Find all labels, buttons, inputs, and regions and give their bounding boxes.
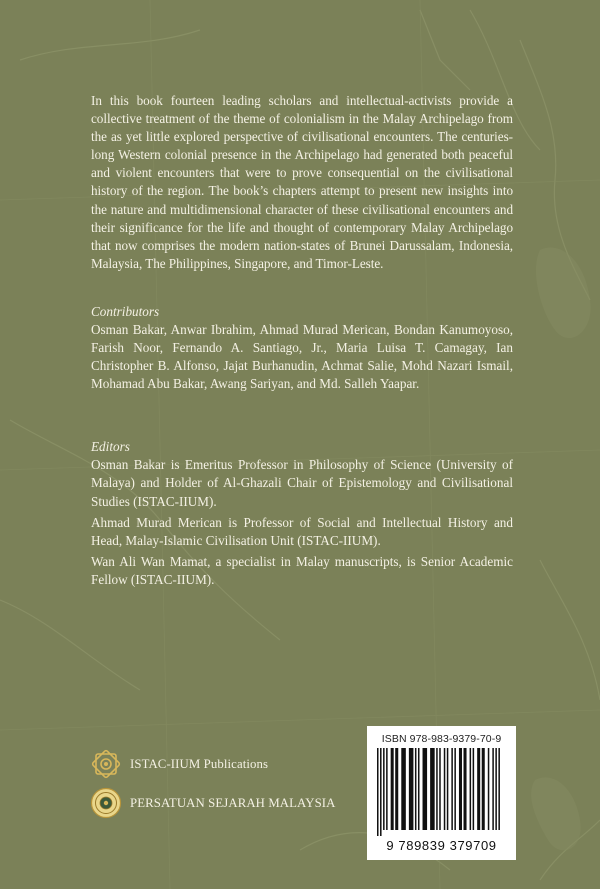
contributors-heading: Contributors xyxy=(91,303,160,319)
publisher-istac xyxy=(90,748,268,780)
editor-bio-2: Ahmad Murad Merican is Professor of Social and Intellectual History and Head, Malay-Islamic Civilisation Unit (ISTAC-IIUM). xyxy=(91,514,513,548)
istac-ornament-icon xyxy=(90,748,122,780)
barcode-bar xyxy=(430,748,435,830)
barcode-bar xyxy=(488,748,490,830)
barcode-bar xyxy=(454,748,456,830)
barcode-bar xyxy=(459,748,462,830)
contributors-list: Osman Bakar, Anwar Ibrahim, Ahmad Murad Merican, Bondan Kanumoyoso, Farish Noor, Fernando A. Santiago, Jr., Maria Luisa T. Camagay, Ian Christopher B. Alfonso, Jajat Burhanudin, Achmat Salie, Mohd Nazari Ismail, Mohamad Abu Bakar, Awang Sariyan, and Md. Salleh Yaapar. xyxy=(91,321,513,392)
barcode-bar xyxy=(395,748,398,830)
isbn-label: ISBN 978-983-9379-70-9 xyxy=(381,733,502,745)
barcode-panel xyxy=(367,726,516,860)
barcode-bar xyxy=(383,748,385,830)
barcode-bar xyxy=(464,748,467,830)
barcode-bar xyxy=(451,748,453,830)
publisher-psm-name: PERSATUAN SEJARAH MALAYSIA xyxy=(130,795,336,810)
isbn-digits: 9 789839 379709 xyxy=(386,838,497,853)
barcode-bar xyxy=(444,748,446,830)
barcode-bar xyxy=(436,748,438,830)
barcode-bar xyxy=(473,748,475,830)
barcode-bar xyxy=(391,748,394,830)
psm-seal-icon xyxy=(90,787,122,819)
barcode-bar xyxy=(409,748,414,830)
barcode-guard-bar xyxy=(377,748,379,836)
barcode xyxy=(377,748,506,836)
barcode-bar xyxy=(401,748,406,830)
book-description: In this book fourteen leading scholars and intellectual-activists provide a collective treatment of the theme of colonialism in the Malay Archipelago from the as yet little explored perspective of civilisational encounters. The centuries-long Western colonial presence in the Archipelago had generated both peaceful and violent encounters that were to prove consequential on the civilisational history of the region. The book’s chapters attempt to present new insights into the nature and multidimensional character of these civilisational encounters and their significance for the life and thought of contemporary Malay Archipelago that now comprises the modern nation-states of Brunei Darussalam, Indonesia, Malaysia, The Philippines, Singapore, and Timor-Leste. xyxy=(91,93,513,271)
barcode-bar xyxy=(415,748,417,830)
editors-heading: Editors xyxy=(91,439,130,455)
barcode-bar xyxy=(498,748,500,830)
barcode-bar xyxy=(477,748,480,830)
barcode-bar xyxy=(470,748,472,830)
barcode-guard-bar xyxy=(380,748,382,836)
barcode-bar xyxy=(492,748,494,830)
publisher-istac-name: ISTAC-IIUM Publications xyxy=(130,756,269,771)
barcode-bar xyxy=(423,748,428,830)
back-cover-text xyxy=(91,92,513,589)
editor-bio-1: Osman Bakar is Emeritus Professor in Philosophy of Science (University of Malaya) and Holder of Al-Ghazali Chair of Epistemology and Civilisational Studies (ISTAC-IIUM). xyxy=(91,457,513,509)
barcode-bar xyxy=(482,748,485,830)
barcode-bar xyxy=(495,748,497,830)
editor-bio-3: Wan Ali Wan Mamat, a specialist in Malay manuscripts, is Senior Academic Fellow (ISTAC-IIUM). xyxy=(91,553,513,587)
barcode-bar xyxy=(386,748,388,830)
publisher-psm xyxy=(90,787,336,819)
barcode-bar xyxy=(418,748,420,830)
barcode-bar xyxy=(439,748,441,830)
barcode-bar xyxy=(447,748,449,830)
